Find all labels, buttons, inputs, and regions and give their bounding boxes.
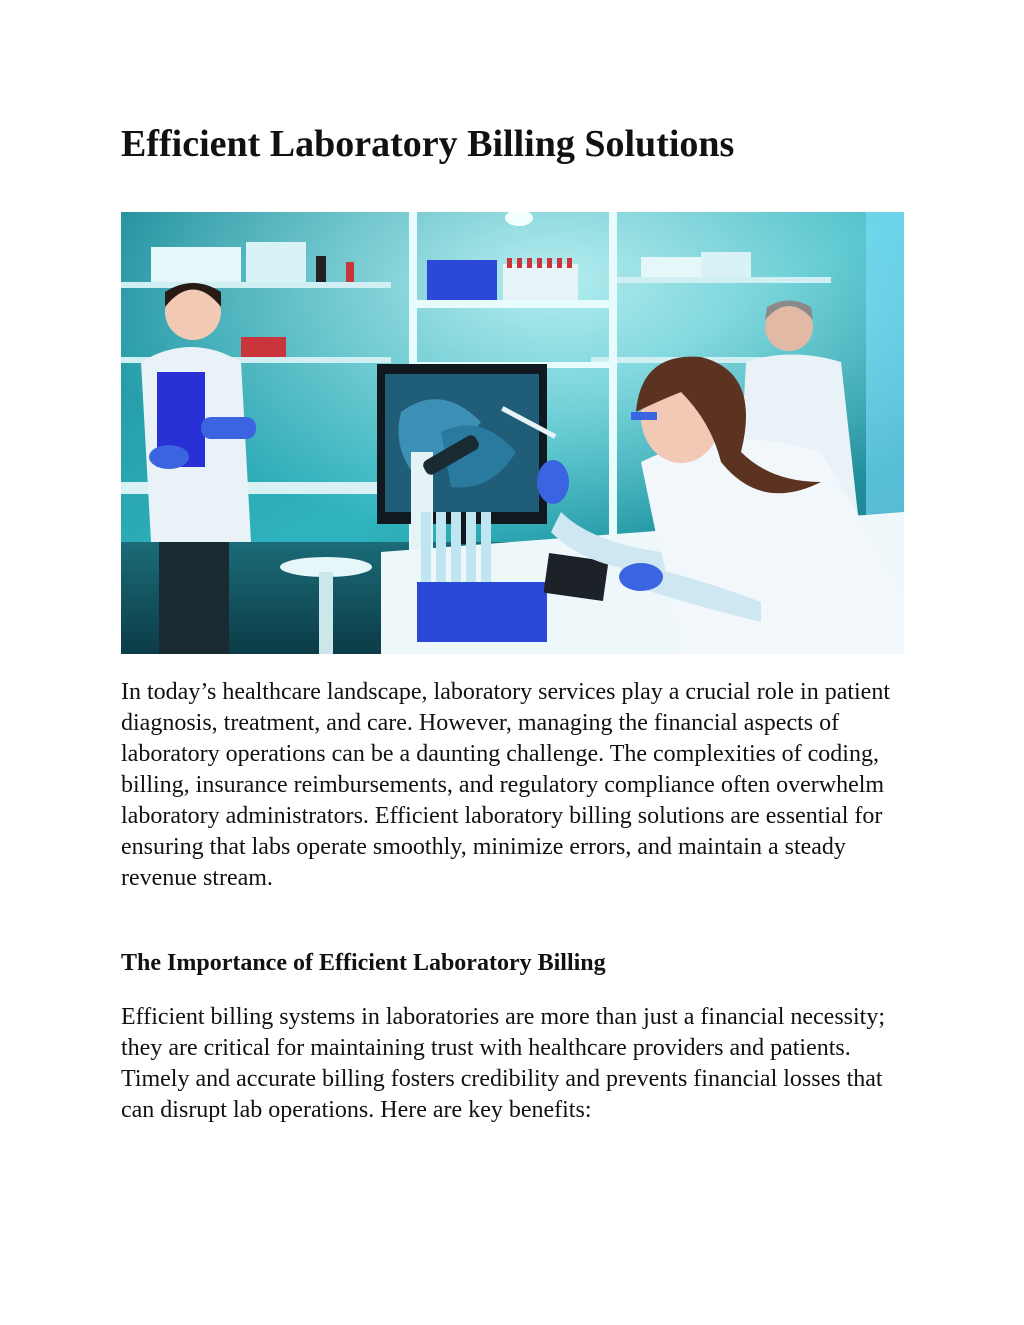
section-paragraph: Efficient billing systems in laboratories are more than just a financial necessity; they are critical for maintaining trust with healthcare providers and patients. Timely and accurate billing fosters credibility and prevents financial losses that can disrupt lab operations. Here are key benefits: bbox=[121, 1004, 886, 1123]
laboratory-scene-image bbox=[121, 212, 904, 654]
intro-paragraph: In today’s healthcare landscape, laboratory services play a crucial role in patient diagnosis, treatment, and care. However, managing the financial aspects of laboratory operations can be a daunting challenge. The complexities of coding, billing, insurance reimbursements, and regulatory compliance often overwhelm laboratory administrators. Efficient laboratory billing solutions are essential for ensuring that labs operate smoothly, minimize errors, and maintain a steady revenue stream. bbox=[121, 679, 890, 891]
section-heading: The Importance of Efficient Laboratory Billing bbox=[121, 950, 606, 976]
page-title: Efficient Laboratory Billing Solutions bbox=[121, 123, 735, 165]
